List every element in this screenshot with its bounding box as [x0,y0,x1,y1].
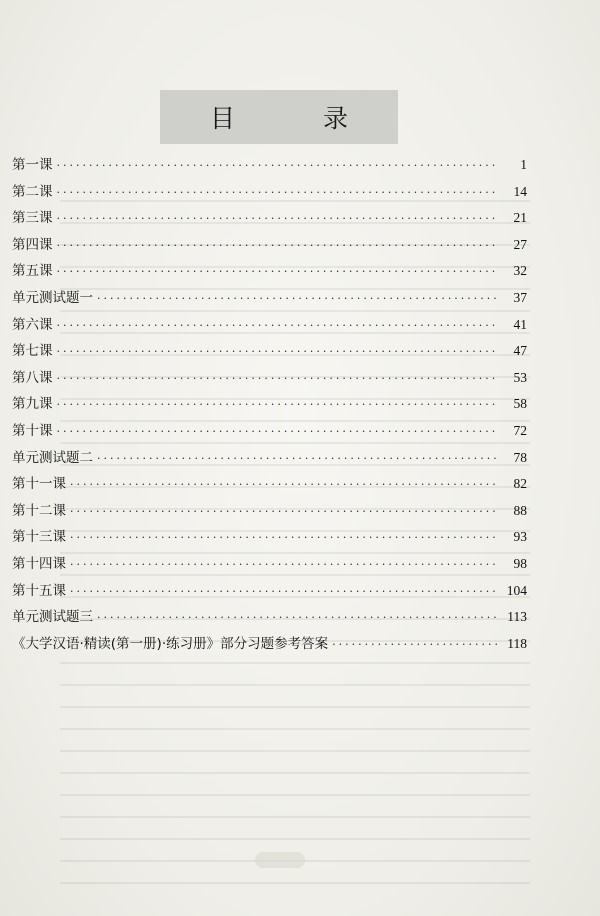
toc-entry-label: 第十课 [12,422,53,439]
toc-leader-dots [57,259,500,286]
toc-entry-page: 1 [520,157,527,172]
toc-entry[interactable] [12,312,527,339]
toc-entry-label: 单元测试题一 [12,289,93,306]
toc-entry-page: 27 [513,236,527,252]
toc-leader-dots [57,419,500,446]
toc-entry[interactable] [12,232,527,259]
toc-leader-dots [57,313,500,340]
toc-entry[interactable] [12,205,527,232]
toc-leader-dots [70,579,499,606]
toc-entry-page: 32 [513,263,527,279]
toc-entry-label: 《大学汉语·精读(第一册)·练习册》部分习题参考答案 [12,635,329,652]
toc-entry[interactable] [12,285,527,312]
toc-leader-dots [57,392,500,419]
toc-leader-dots [57,339,500,366]
toc-leader-dots [57,153,500,180]
toc-entry[interactable] [12,418,527,445]
toc-entry-page: 41 [513,316,527,332]
toc-entry[interactable] [12,498,527,525]
toc-entry[interactable] [12,179,527,206]
title-banner [160,90,398,144]
toc-entry[interactable] [12,365,527,392]
toc-entry-page: 104 [506,582,527,598]
toc-leader-dots [70,525,499,552]
toc-entry-page: 78 [513,449,527,465]
toc-entry[interactable] [12,152,527,179]
toc-entry-page: 53 [513,369,527,385]
toc-entry[interactable] [12,338,527,365]
toc-entry-label: 第十二课 [12,502,66,519]
toc-entry[interactable] [12,524,527,551]
toc-entry-label: 第十五课 [12,582,66,599]
toc-entry-page: 113 [507,609,527,625]
toc-entry-label: 第九课 [12,396,53,413]
toc-entry[interactable] [12,604,527,631]
toc-entry-label: 第十一课 [12,476,66,493]
toc-entry-page: 14 [513,183,527,199]
toc-entry[interactable] [12,258,527,285]
toc-entry-label: 第六课 [12,316,53,333]
page-title: 目 录 [210,104,388,133]
toc-entry[interactable] [12,445,527,472]
toc-entry-label: 单元测试题二 [12,449,93,466]
toc-entry-label: 第一课 [12,157,53,173]
toc-entry-label: 第二课 [12,183,53,200]
toc-leader-dots [97,605,499,632]
toc-leader-dots [57,233,500,260]
toc-leader-dots [332,632,499,659]
toc-entry-page: 118 [507,635,527,651]
toc-entry[interactable] [12,551,527,578]
toc-entry-label: 单元测试题三 [12,609,93,626]
toc-entry-page: 98 [513,555,527,571]
toc-entry[interactable] [12,391,527,418]
toc-leader-dots [70,552,499,579]
toc-entry-page: 21 [513,210,527,226]
toc-leader-dots [57,366,500,393]
toc-entry-page: 88 [513,502,527,518]
toc-entry-label: 第七课 [12,343,53,360]
toc-entry[interactable] [12,471,527,498]
toc-leader-dots [70,472,499,499]
toc-leader-dots [57,206,500,233]
toc-entry-page: 93 [513,529,527,545]
toc-entry-label: 第十三课 [12,529,66,546]
toc-entry[interactable] [12,631,527,658]
toc-entry-label: 第十四课 [12,555,66,572]
toc-entry-page: 37 [513,289,527,305]
toc-leader-dots [70,499,499,526]
page-number-smudge [255,852,305,868]
toc-entry-page: 47 [513,343,527,359]
toc-leader-dots [57,180,500,207]
toc-entry[interactable] [12,578,527,605]
toc-entry-label: 第四课 [12,236,53,253]
toc-entry-label: 第八课 [12,369,53,386]
toc-entry-label: 第三课 [12,210,53,227]
toc-leader-dots [97,286,499,313]
toc-entry-page: 82 [513,476,527,492]
toc-entry-page: 72 [513,422,527,438]
toc-leader-dots [97,446,499,473]
toc-entry-label: 第五课 [12,263,53,280]
table-of-contents [12,152,527,657]
toc-entry-page: 58 [513,396,527,412]
